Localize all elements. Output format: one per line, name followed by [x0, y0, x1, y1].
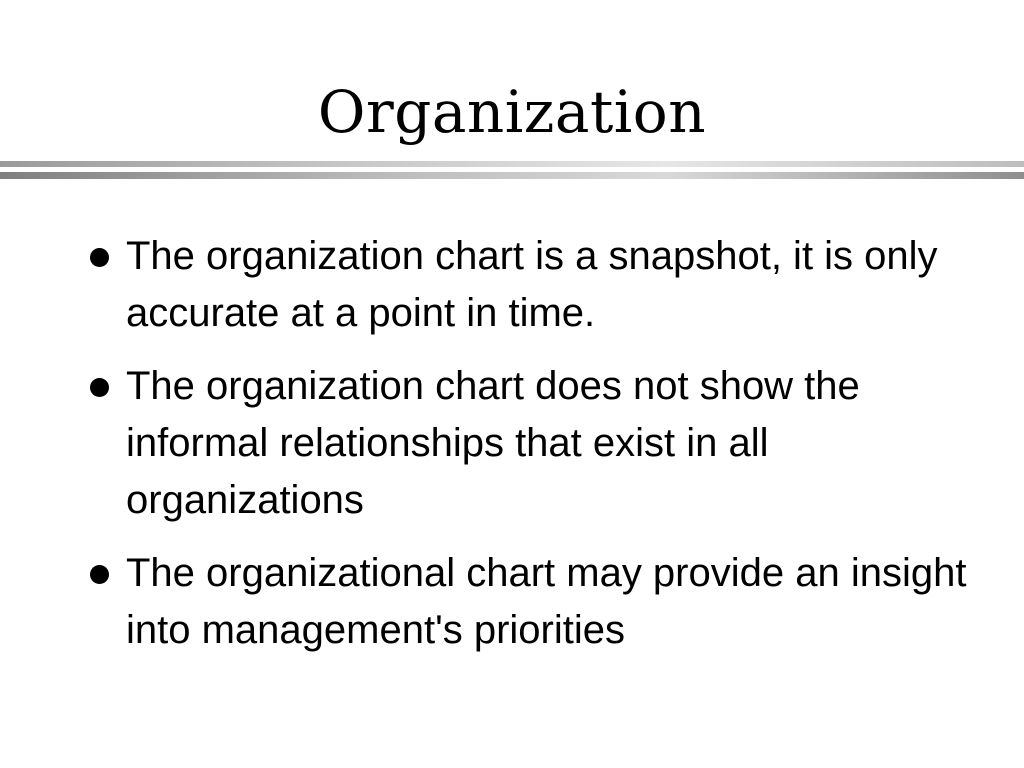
bullet-text: The organizational chart may provide an insight into management's priorities — [126, 551, 967, 652]
title-divider-top — [0, 161, 1024, 167]
bullet-icon — [90, 565, 109, 584]
bullet-text: The organization chart is a snapshot, it is only accurate at a point in time. — [126, 234, 938, 335]
bullet-item — [90, 545, 970, 659]
bullet-item — [90, 228, 970, 342]
bullet-icon — [90, 378, 109, 397]
bullet-text: The organization chart does not show the informal relationships that exist in all organizations — [126, 364, 860, 522]
bullet-item — [90, 358, 970, 529]
title-divider-bottom — [0, 172, 1024, 179]
bullet-list — [90, 228, 970, 675]
slide-title: Organization — [317, 78, 707, 146]
bullet-icon — [90, 248, 109, 267]
